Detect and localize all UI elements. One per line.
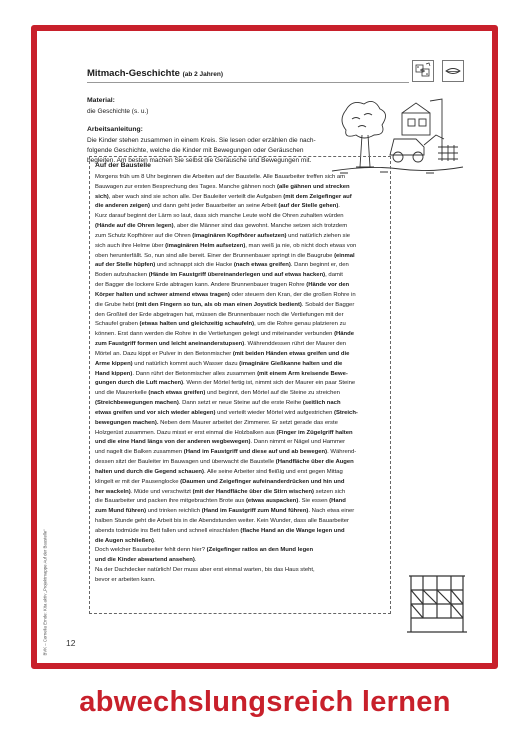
story-action-cue: bewegungen machen). [95,419,159,426]
story-line [95,546,391,556]
sidebar-credit [38,450,50,670]
story-text: Schaufel graben [95,321,140,328]
story-text: Neben dem Maurer arbeitet der Zimmerer. Er setzt gerade das erste [158,419,338,426]
story-line [95,212,391,222]
story-action-cue: (Handfläche über die Augen [275,459,354,466]
age-hint: (ab 2 Jahren) [182,71,224,78]
story-text: , um die Rohre genau platzieren zu [254,321,346,328]
story-text: . Sobald der Bagger [301,301,355,308]
story-text: , aber die Männer sind das gewohnt. Manche setzen sich trotzdem [173,223,348,230]
story-action-cue: (Daumen und Zeigefinger aufeinanderdrücken und hin und [180,478,345,485]
story-line [95,537,391,547]
story-action-cue: (einmal [334,252,355,259]
story-text: die Grube hebt [95,301,136,308]
story-text: , damit [325,272,343,279]
story-text: . Währenddessen rührt der Maurer den [244,341,347,348]
story-line [95,271,391,281]
material-text: die Geschichte (s. u.) [87,108,149,115]
story-action-cue: (imaginäre Gießkanne halten und die [239,360,343,367]
story-action-cue: (nach etwas greifen) [233,262,291,269]
story-line [95,468,391,478]
story-text: und dann geht jeder Bauarbeiter an seine Arbeit [150,203,279,210]
story-action-cue: und die Kinder abwartend ansehen) [95,557,195,564]
story-line [95,340,391,350]
story-line [95,566,391,576]
story-line [95,488,391,498]
story-action-cue: zum Faustgriff formen und leicht aneinanderstupsen) [95,341,245,348]
story-body [95,173,391,586]
story-text: . Dann setzt er neue Steine auf die erste Reihe [178,400,303,407]
story-text: und natürlich kommt auch Wasser dazu [132,360,240,367]
story-text: Bauwagen zur ersten Besprechung des Tages. Manche gähnen noch [95,183,277,190]
sidebar-credit-text: BVK – Cornelia Ernde: Kita aktiv „Projektmappe Auf der Baustelle“ [42,529,48,656]
story-action-cue: (nach etwas greifen) [148,390,206,397]
story-action-cue: (seitlich nach [302,400,341,407]
story-line [95,527,391,537]
story-text: der Bagger die lockere Erde abtragen kann. Andere Brunnenbauer tragen Rohre [95,282,307,289]
scaffold-illustration [405,568,470,636]
story-action-cue: und die eine Hand längs von der anderen wegbewegen) [95,439,251,446]
title-divider [87,82,409,83]
story-line [95,311,391,321]
story-text: sich auch ihre Helme über [95,242,166,249]
story-action-cue: Hand kippen) [95,370,133,377]
story-action-cue: halten und durch die Gegend schauen) [95,468,204,475]
story-text: Morgens früh um 8 Uhr beginnen die Arbeiten auf der Baustelle. Alle Bauarbeiter treffen sich am [95,174,346,180]
story-text: und nagelt die Balken zusammen [95,449,184,456]
story-text: die Bauarbeiter und packen ihre mitgebrachten Brote aus [95,498,246,505]
story-line [95,222,391,232]
story-line [95,193,391,203]
story-line [95,576,391,586]
story-text: setzen sich [314,488,346,495]
story-text: . [338,203,340,210]
story-line [95,379,391,389]
story-line [95,478,391,488]
story-text: halben Stunde geht die Arbeit bis in die Abendstunden weiter. Kein Wunder, dass alle Bauarbeiter [95,517,350,524]
story-line [95,419,391,429]
story-action-cue: (Zeigefinger ratlos an den Mund legen [206,547,314,554]
story-line [95,242,391,252]
story-action-cue: (Hand im Faustgriff zum Mund führen) [201,508,309,515]
mouth-icon [442,60,464,82]
story-line [95,261,391,271]
instructions-line: begleiten. Am besten machen Sie selbst die Geräusche und Bewegungen mit. [87,156,312,164]
story-action-cue: (auf der Stelle gehen) [278,203,339,210]
story-text: Na der Dachdecker natürlich! Der muss aber erst einmal warten, bis das Haus steht, [95,567,315,574]
story-line [95,517,391,527]
story-text: oben herunterfällt. So, nun sind alle bereit. Einer der Brunnenbauer springt in die Baugrube [95,252,335,259]
story-action-cue: (imaginären Kopfhörer aufsetzen) [192,232,287,239]
story-line [95,232,391,242]
story-title: Auf der Baustelle [95,162,151,169]
story-line [95,202,391,212]
story-action-cue: (Streichbewegungen machen) [95,400,179,407]
story-text: Boden aufzuhacken [95,272,149,279]
story-line [95,409,391,419]
story-line [95,556,391,566]
story-action-cue: (mit einem Arm kreisende Bewe- [257,370,348,377]
story-line [95,370,391,380]
story-action-cue: sich) [95,193,109,200]
story-text: und beginnt, den Mörtel auf die Steine zu streichen [205,390,340,397]
story-action-cue: (Hände [334,331,355,338]
story-text: Doch welcher Bauarbeiter fehlt denn hier? [95,547,207,554]
story-text: oder steuern den Kran, der die großen Rohre in [229,291,356,298]
story-action-cue: (etwas auspacken) [245,498,299,505]
title-text: Mitmach-Geschichte [87,68,180,79]
story-text: Holzgerüst zusammen. Dazu misst er erst einmal die Holzbalken aus [95,429,277,436]
story-line [95,173,391,183]
story-text: und schnappt sich die Hacke [155,262,234,269]
story-action-cue: (imaginären Helm aufsetzen) [165,242,246,249]
story-action-cue: gungen durch die Luft machen) [95,380,184,387]
story-text: bevor er arbeiten kann. [95,576,156,583]
footer-slogan: abwechslungsreich lernen [79,686,451,718]
story-action-cue: (alle gähnen und strecken [276,183,350,190]
story-text: , man weiß ja nie, ob nicht doch etwas von [245,242,357,249]
story-line [95,389,391,399]
dice-cards-icon [412,60,434,82]
story-line [95,301,391,311]
story-text: . [154,537,156,544]
story-text: den Großteil der Erde abgetragen hat, müssen die Brunnenbauer noch die Vertiefungen mit der [95,311,344,318]
story-line [95,252,391,262]
story-action-cue: (mit beiden Händen etwas greifen und die [232,350,350,357]
story-text: . Wenn der Mörtel fertig ist, nimmt sich der Maurer ein paar Steine [183,380,356,387]
story-line [95,281,391,291]
story-action-cue: (etwas halten und gleichzeitig schaufeln) [139,321,255,328]
story-text: . Dann beginnt er, den [290,262,349,269]
story-action-cue: (mit den Fingern so tun, als ob man einen Joystick bedient) [135,301,302,308]
story-text: können. Erst dann werden die Rohre in die Vertiefungen gelegt und miteinander verbunden [95,331,335,338]
story-text: Mörtel an. Dazu kippt er Pulver in den Betonmischer [95,350,233,357]
story-line [95,330,391,340]
story-line [95,429,391,439]
material-label: Material: [87,97,115,104]
story-action-cue: die anderen zeigen) [95,203,150,210]
story-action-cue: die Augen schließen) [95,537,155,544]
story-line [95,320,391,330]
story-line [95,183,391,193]
story-action-cue: Arme kippen) [95,360,133,367]
story-text: . Dann nimmt er Nägel und Hammer [250,439,346,446]
story-action-cue: (Hände auf die Ohren legen) [95,223,174,230]
story-line [95,507,391,517]
story-action-cue: (Streich- [334,409,358,416]
activity-icons [412,60,468,84]
story-line [95,291,391,301]
story-text: klingelt er mit der Pausenglocke [95,478,181,485]
story-text: , aber wach sind sie schon alle. Der Bauleiter verteilt die Aufgaben [108,193,284,200]
instructions-line: folgende Geschichte, welche die Kinder mit Bewegungen oder Geräuschen [87,146,304,154]
story-line [95,438,391,448]
instructions-line: Die Kinder stehen zusammen in einem Kreis. Sie lesen oder erzählen die nach- [87,137,316,144]
story-action-cue: (mit dem Zeigefinger auf [283,193,352,200]
story-text: dessen sitzt der Bauleiter im Bauwagen und überwacht die Baustelle [95,459,276,466]
story-action-cue: Körper halten und schwer atmend etwas tragen) [95,291,230,298]
story-action-cue: (Hand im Faustgriff und diese auf und ab bewegen) [183,449,328,456]
story-text: . Während- [327,449,357,456]
story-line [95,448,391,458]
story-text: und die Maurerkelle [95,390,149,397]
story-action-cue: auf der Stelle hüpfen) [95,262,156,269]
instructions-label: Arbeitsanleitung: [87,126,143,133]
story-text: . Alle seine Arbeiter sind fleißig und erst gegen Mittag [204,468,343,475]
story-line [95,497,391,507]
story-text: . Nach etwa einer [308,508,355,515]
story-text: Kurz darauf beginnt der Lärm so laut, dass sich manche Leute wohl die Ohren zuhalten würden [95,213,344,220]
story-action-cue: her wackeln) [95,488,131,495]
page-title [87,68,223,79]
story-line [95,458,391,468]
story-line [95,399,391,409]
story-action-cue: (Hände im Faustgriff übereinanderlegen und auf etwas hacken) [148,272,326,279]
story-action-cue: (Hände vor den [306,282,350,289]
story-action-cue: etwas greifen und vor sich wieder ablegen) [95,409,216,416]
story-action-cue: (Hand [329,498,346,505]
story-text: und verteilt wieder Mörtel wird aufgestrichen [215,409,334,416]
story-text: . Sie essen [298,498,330,505]
story-text: und natürlich ziehen sie [286,232,351,239]
story-text: . Müde und verschwitzt [130,488,193,495]
story-text: zum Schutz Kopfhörer auf die Ohren [95,232,193,239]
story-text: abends todmüde ins Bett fallen und schnell einschlafen [95,527,241,534]
story-line [95,360,391,370]
story-action-cue: (Finger im Zügelgriff halten [276,429,353,436]
story-action-cue: zum Mund führen) [95,508,147,515]
story-text: . [194,557,197,564]
story-text: und trinken reichlich [146,508,202,515]
page-number: 12 [66,638,76,648]
story-action-cue: (flache Hand an die Wange legen und [240,527,345,534]
story-text: . Dann rührt der Betonmischer alles zusammen [132,370,258,377]
story-line [95,350,391,360]
story-action-cue: (mit der Handfläche über die Stirn wischen) [192,488,315,495]
